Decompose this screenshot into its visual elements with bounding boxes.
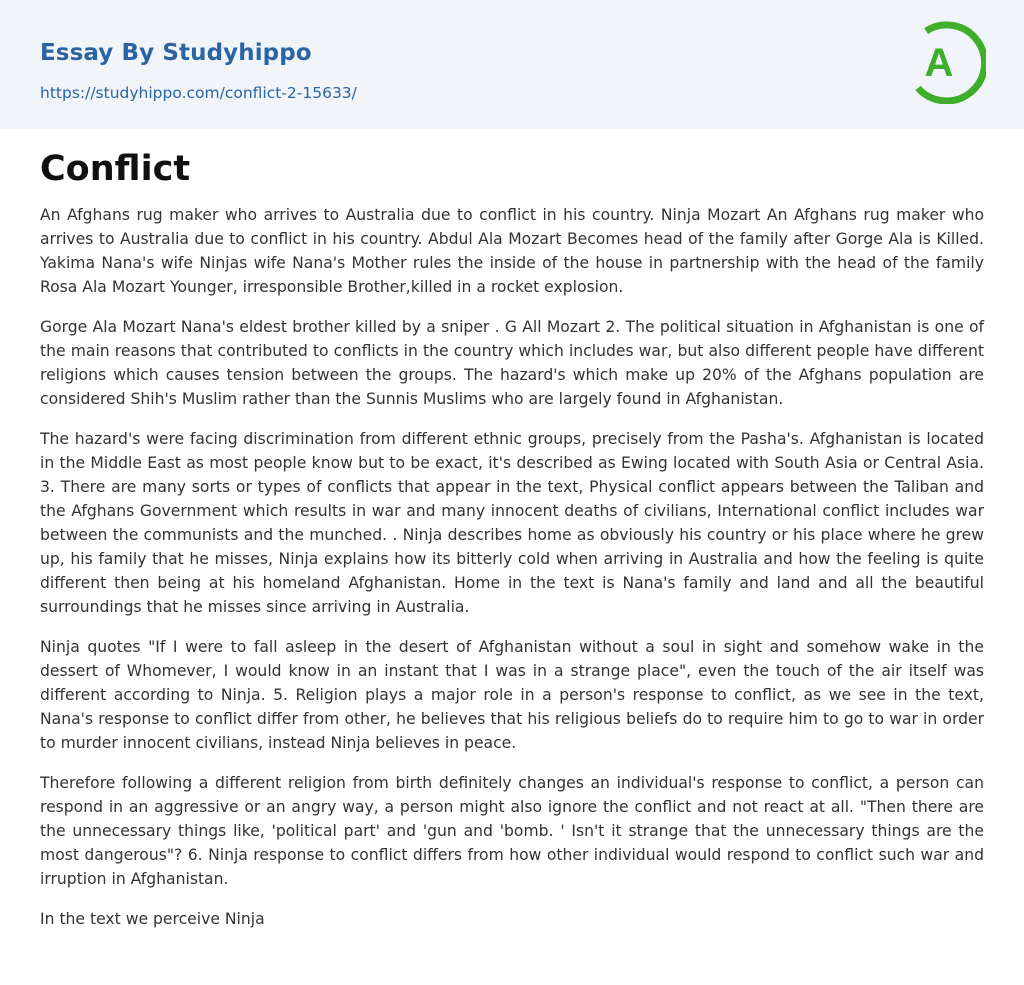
site-brand[interactable]: Essay By Studyhippo — [40, 40, 312, 66]
article-content — [0, 129, 1024, 931]
essay-url-link[interactable]: https://studyhippo.com/conflict-2-15633/ — [40, 84, 357, 102]
site-header — [0, 0, 1024, 129]
paragraph: Ninja quotes "If I were to fall asleep in the desert of Afghanistan without a soul in sight and somehow wake in the dessert of Whomever, I would know in an instant that I was in a strange place", even the touch of the air itself was different according to Ninja. 5. Religion plays a major role in a person's response to conflict, as we see in the text, Nana's response to conflict differ from other, he believes that his religious beliefs do to require him to go to war in order to murder innocent civilians, instead Ninja believes in peace. — [40, 638, 984, 752]
article-body — [40, 203, 984, 931]
paragraph: Gorge Ala Mozart Nana's eldest brother killed by a sniper . G All Mozart 2. The political situation in Afghanistan is one of the main reasons that contributed to conflicts in the country which includes war, but also different people have different religions which causes tension between the groups. The hazard's which make up 20% of the Afghans population are considered Shih's Muslim rather than the Sunnis Muslims who are largely found in Afghanistan. — [40, 318, 984, 408]
paragraph: The hazard's were facing discrimination from different ethnic groups, precisely from the Pasha's. Afghanistan is located in the Middle East as most people know but to be exact, it's described as Ewing located with South Asia or Central Asia. 3. There are many sorts or types of conflicts that appear in the text, Physical conflict appears between the Taliban and the Afghans Government which results in war and many innocent deaths of civilians, International conflict includes war between the communists and the munched. . Ninja describes home as obviously his country or his place where he grew up, his family that he misses, Ninja explains how its bitterly cold when arriving in Australia and how the feeling is quite different then being at his homeland Afghanistan. Home in the text is Nana's family and land and all the beautiful surroundings that he misses since arriving in Australia. — [40, 430, 984, 616]
paragraph: An Afghans rug maker who arrives to Australia due to conflict in his country. Ninja Mozart An Afghans rug maker who arrives to Australia due to conflict in his country. Abdul Ala Mozart Becomes head of the family after Gorge Ala is Killed. Yakima Nana's wife Ninjas wife Nana's Mother rules the inside of the house in partnership with the head of the family Rosa Ala Mozart Younger, irresponsible Brother,killed in a rocket explosion. — [40, 206, 984, 296]
logo-letter: A — [924, 41, 954, 85]
studyhippo-logo-icon[interactable] — [912, 20, 986, 104]
page-title: Conflict — [40, 149, 191, 189]
paragraph: Therefore following a different religion from birth definitely changes an individual's response to conflict, a person can respond in an aggressive or an angry way, a person might also ignore the conflict and not react at all. "Then there are the unnecessary things like, 'political part' and 'gun and 'bomb. ' Isn't it strange that the unnecessary things are the most dangerous"? 6. Ninja response to conflict differs from how other individual would respond to conflict such war and irruption in Afghanistan. — [40, 774, 984, 888]
paragraph: In the text we perceive Ninja — [40, 910, 265, 928]
